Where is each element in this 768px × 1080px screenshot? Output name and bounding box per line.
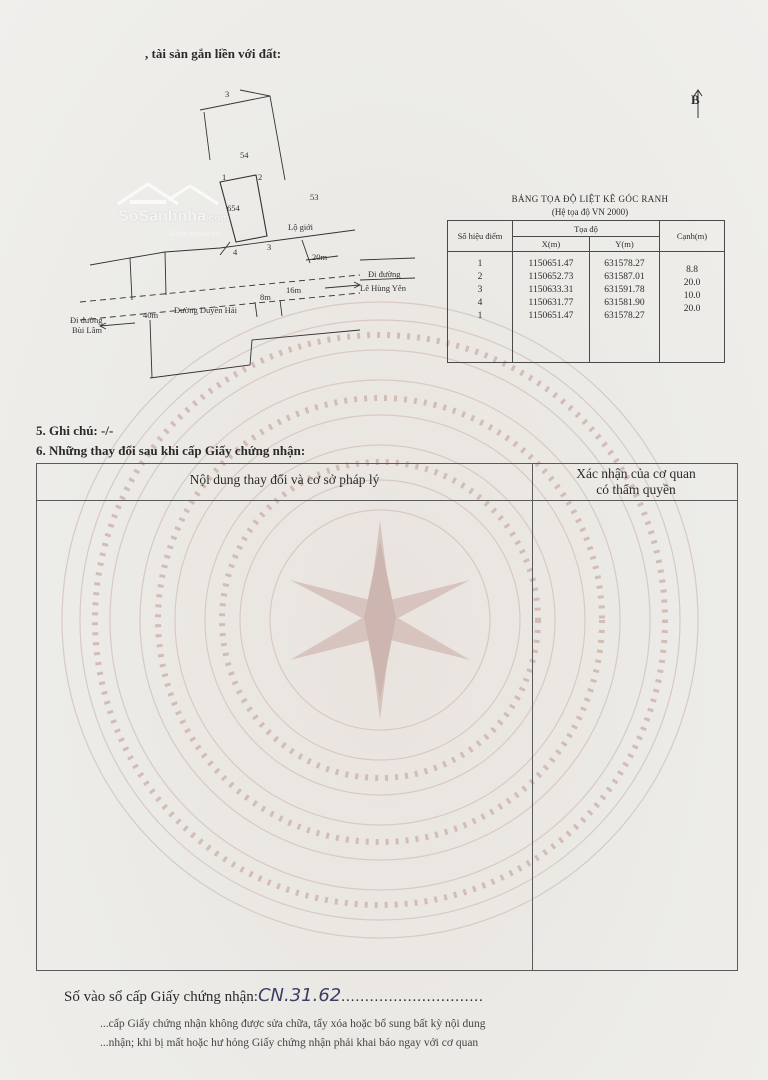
map-top-number: 3 xyxy=(225,89,230,99)
map-parcel-id: 654 xyxy=(227,203,240,213)
y-cell: 631578.27 xyxy=(604,259,645,269)
map-vertex-4: 4 xyxy=(233,247,238,257)
map-right-dest-1: Đi đường xyxy=(368,269,401,279)
map-vertex-1: 1 xyxy=(222,172,227,182)
changes-table xyxy=(36,463,738,971)
fine-print-line-1: ...cấp Giấy chứng nhận không được sửa chữa, tẩy xóa hoặc bổ sung bất kỳ nội dung xyxy=(100,1018,486,1030)
coord-table-subtitle: (Hệ tọa độ VN 2000) xyxy=(551,207,629,217)
map-width-8: 8m xyxy=(260,292,271,302)
map-road-name: Đường Duyên Hải xyxy=(174,305,237,315)
map-left-dest-1: Đi đường xyxy=(70,315,103,325)
watermark-tagline: Great choice for xyxy=(170,231,220,238)
map-lo-gioi: Lộ giới xyxy=(288,222,314,232)
y-column xyxy=(589,252,659,363)
map-vertex-2: 2 xyxy=(258,172,263,182)
fine-print-line-2: ...nhận; khi bị mất hoặc hư hỏng Giấy chứng nhận phải khai báo ngay với cơ quan xyxy=(100,1037,479,1049)
point-column xyxy=(448,252,513,363)
north-label: B xyxy=(691,92,700,107)
edge-cell: 20.0 xyxy=(683,278,701,288)
map-width-20: 20m xyxy=(312,252,328,262)
coord-table-title: BẢNG TỌA ĐỘ LIỆT KÊ GÓC RANH xyxy=(511,194,669,204)
col-point-header: Số hiệu điểm xyxy=(448,221,513,252)
header-divider xyxy=(37,500,737,501)
point-cell: 3 xyxy=(477,285,483,295)
y-cell: 631578.27 xyxy=(604,311,645,321)
col-authority-header xyxy=(533,466,739,498)
point-cell: 1 xyxy=(477,311,483,321)
registry-number-line xyxy=(64,985,484,1006)
edge-cell: 10.0 xyxy=(683,291,701,301)
registry-handwritten-value: CN.31.62 xyxy=(257,985,342,1006)
col-coord-header: Tọa độ xyxy=(513,221,660,237)
watermark-brand: SoSanhnha.com xyxy=(118,208,230,225)
asset-heading: , tài sản gắn liền với đất: xyxy=(145,46,282,61)
edge-cell: 8.8 xyxy=(686,265,698,275)
edge-cell: 20.0 xyxy=(683,304,701,314)
col-authority-line-1: Xác nhận của cơ quan xyxy=(576,466,696,481)
parcel-map xyxy=(70,80,450,390)
col-x-header: X(m) xyxy=(513,237,590,252)
point-cell: 4 xyxy=(477,298,483,308)
map-width-16: 16m xyxy=(286,285,302,295)
x-column xyxy=(513,252,590,363)
column-divider xyxy=(532,464,533,970)
col-y-header: Y(m) xyxy=(589,237,659,252)
y-cell: 631587.01 xyxy=(604,272,645,282)
map-right-dest-2: Lê Hùng Yên xyxy=(360,283,406,293)
col-change-content-header: Nội dung thay đổi và cơ sở pháp lý xyxy=(189,472,380,487)
x-cell: 1150651.47 xyxy=(528,311,574,321)
y-cell: 631581.90 xyxy=(604,298,645,308)
map-vertex-3: 3 xyxy=(267,242,272,252)
x-cell: 1150652.73 xyxy=(528,272,574,282)
edge-column xyxy=(660,252,725,363)
x-cell: 1150631.77 xyxy=(528,298,574,308)
map-neighbor-right: 53 xyxy=(310,192,319,202)
registry-dots: .............................. xyxy=(341,989,484,1005)
col-authority-line-2: có thẩm quyền xyxy=(596,482,676,497)
registry-label: Số vào sổ cấp Giấy chứng nhận: xyxy=(64,989,258,1005)
map-neighbor-top: 54 xyxy=(240,150,249,160)
notes-line: 5. Ghi chú: -/- xyxy=(36,423,114,438)
y-cell: 631591.78 xyxy=(604,285,645,295)
map-width-40: 40m xyxy=(143,310,159,320)
x-cell: 1150651.47 xyxy=(528,259,574,269)
changes-heading: 6. Những thay đổi sau khi cấp Giấy chứng nhận: xyxy=(36,443,306,458)
point-cell: 2 xyxy=(477,272,483,282)
map-left-dest-2: Bùi Lâm xyxy=(72,325,102,335)
point-cell: 1 xyxy=(477,259,483,269)
col-edge-header: Cạnh(m) xyxy=(660,221,725,252)
x-cell: 1150633.31 xyxy=(528,285,574,295)
coord-table xyxy=(447,220,725,363)
